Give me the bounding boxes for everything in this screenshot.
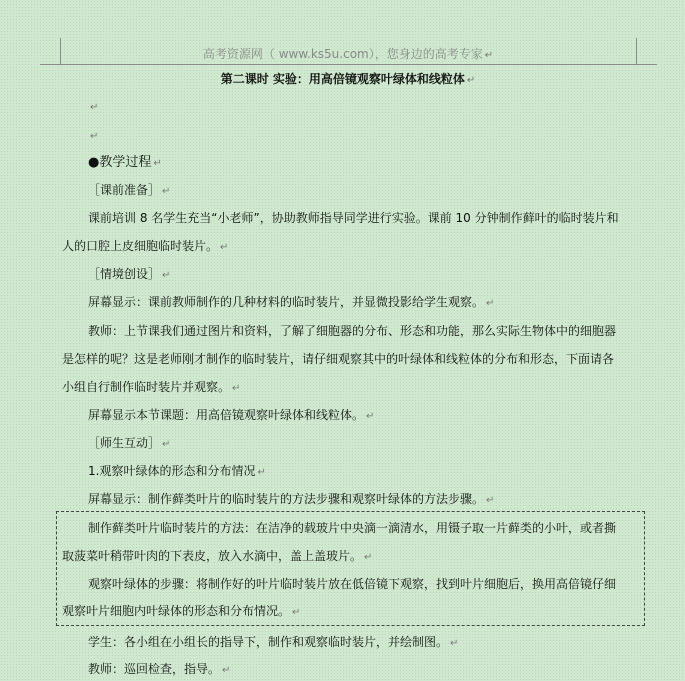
paragraph-line: 是怎样的呢？这是老师刚才制作的临时装片，请仔细观察其中的叶绿体和线粒体的分布和形态，下面请各 <box>62 352 615 366</box>
lesson-title <box>60 71 636 89</box>
paragraph-mark: ↵ <box>232 383 241 394</box>
paragraph-mark: ↵ <box>222 665 231 676</box>
empty-paragraph <box>88 98 98 116</box>
paragraph-line <box>62 603 300 621</box>
paragraph-mark: ↵ <box>153 158 162 169</box>
paragraph-mark: ↵ <box>162 186 171 197</box>
paragraph-mark: ↵ <box>466 75 476 86</box>
subsection-title-text: 1.观察叶绿体的形态和分布情况 <box>88 464 256 478</box>
heading-interaction <box>88 435 170 453</box>
paragraph-mark: ↵ <box>90 131 99 142</box>
heading-scene-text: ［情境创设］ <box>88 267 161 281</box>
paragraph-line: 教师：上节课我们通过图片和资料，了解了细胞器的分布、形态和功能，那么实际生物体中的细胞器 <box>88 324 617 338</box>
paragraph-line: 制作藓类叶片临时装片的方法：在洁净的载玻片中央滴一滴清水，用镊子取一片藓类的小叶，或者撕 <box>88 521 617 535</box>
paragraph-mark: ↵ <box>90 102 99 113</box>
header-site-text: 高考资源网（ www.ks5u.com），您身边的高考专家 <box>202 47 483 61</box>
paragraph-mark: ↵ <box>162 270 171 281</box>
paragraph-text: 小组自行制作临时装片并观察。 <box>62 380 231 394</box>
section-teaching-process <box>88 155 162 172</box>
heading-prep-text: ［课前准备］ <box>88 183 161 197</box>
paragraph-text: 人的口腔上皮细胞临时装片。 <box>62 239 219 253</box>
paragraph-line <box>88 407 374 425</box>
paragraph-line <box>62 238 228 256</box>
lesson-title-text: 第二课时 实验：用高倍镜观察叶绿体和线粒体 <box>220 72 465 86</box>
paragraph-line <box>62 379 240 397</box>
margin-corner-top-left <box>40 38 61 65</box>
paragraph-line <box>88 294 494 312</box>
paragraph-mark: ↵ <box>486 298 495 309</box>
paragraph-text: 屏幕显示：课前教师制作的几种材料的临时装片，并显微投影给学生观察。 <box>88 295 485 309</box>
paragraph-line: 观察叶绿体的步骤：将制作好的叶片临时装片放在低倍镜下观察，找到叶片细胞后，换用高倍镜仔细 <box>88 577 617 591</box>
paragraph-text: 屏幕显示本节课题：用高倍镜观察叶绿体和线粒体。 <box>88 408 365 422</box>
section-teaching-text: ●教学过程 <box>88 155 152 170</box>
paragraph-line: 课前培训 8 名学生充当“小老师”，协助教师指导同学进行实验。课前 10 分钟制作藓叶的临时装片和 <box>88 211 619 225</box>
margin-corner-top-right <box>636 38 657 65</box>
paragraph-mark: ↵ <box>257 467 266 478</box>
paragraph-text: 观察叶片细胞内叶绿体的形态和分布情况。 <box>62 604 291 618</box>
paragraph-text: 教师：巡回检查，指导。 <box>88 662 221 676</box>
page-header <box>60 46 636 64</box>
paragraph-line <box>88 491 494 509</box>
heading-prep <box>88 182 170 200</box>
paragraph-mark: ↵ <box>366 411 375 422</box>
paragraph-text: 屏幕显示：制作藓类叶片的临时装片的方法步骤和观察叶绿体的方法步骤。 <box>88 492 485 506</box>
paragraph-line <box>88 661 230 679</box>
paragraph-mark: ↵ <box>220 242 229 253</box>
paragraph-mark: ↵ <box>450 638 459 649</box>
paragraph-mark: ↵ <box>484 50 494 61</box>
paragraph-mark: ↵ <box>364 552 373 563</box>
paragraph-text: 取菠菜叶稍带叶肉的下表皮，放入水滴中，盖上盖玻片。 <box>62 549 363 563</box>
subsection-title <box>88 463 266 481</box>
paragraph-line <box>88 634 458 652</box>
empty-paragraph <box>88 127 98 145</box>
paragraph-mark: ↵ <box>292 607 301 618</box>
header-rule <box>60 64 636 65</box>
heading-interaction-text: ［师生互动］ <box>88 436 161 450</box>
paragraph-mark: ↵ <box>486 495 495 506</box>
heading-scene <box>88 266 170 284</box>
paragraph-line <box>62 548 372 566</box>
paragraph-mark: ↵ <box>162 439 171 450</box>
paragraph-text: 学生：各小组在小组长的指导下，制作和观察临时装片，并绘制图。 <box>88 635 449 649</box>
